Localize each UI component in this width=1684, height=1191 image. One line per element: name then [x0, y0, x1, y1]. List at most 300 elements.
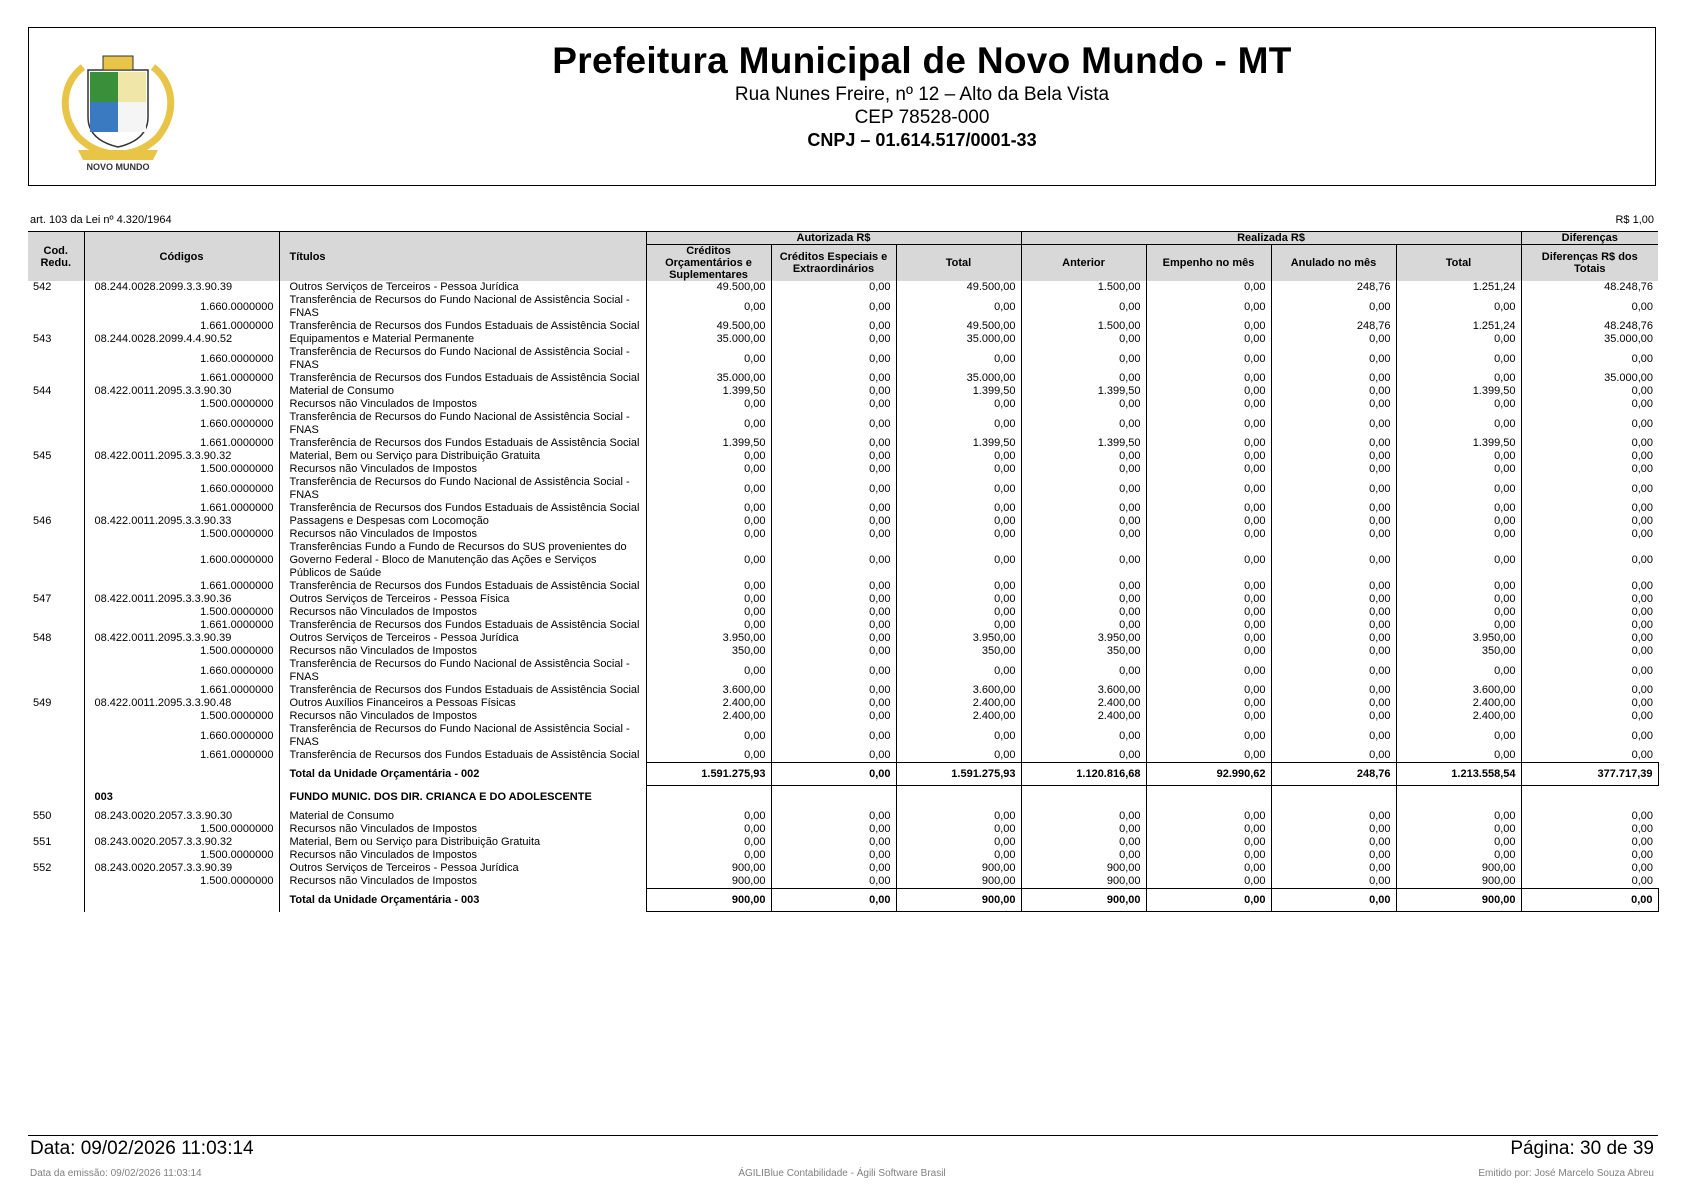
- value-cell: [1021, 786, 1146, 811]
- value-cell: 92.990,62: [1146, 763, 1271, 786]
- value-cell: 0,00: [771, 580, 896, 593]
- col-cod-redu: Cod. Redu.: [28, 232, 84, 282]
- cep: CEP 78528-000: [854, 107, 990, 128]
- col-total-realizada: Total: [1396, 245, 1521, 282]
- value-cell: 0,00: [1146, 619, 1271, 632]
- value-cell: 0,00: [646, 346, 771, 372]
- value-cell: 0,00: [1631, 645, 1654, 657]
- value-cell: 0,00: [1271, 593, 1396, 606]
- footer-date: Data: 09/02/2026 11:03:14: [30, 1138, 254, 1159]
- value-cell: 0,00: [1271, 810, 1396, 823]
- value-cell: 0,00: [1146, 889, 1271, 912]
- title-cell: Recursos não Vinculados de Impostos: [279, 606, 646, 619]
- value-cell: 0,00: [1146, 281, 1271, 294]
- code-cell: 08.244.0028.2099.3.3.90.39: [84, 281, 279, 294]
- cod-redu-cell: [28, 875, 84, 889]
- value-cell: 0,00: [646, 823, 771, 836]
- value-cell: 0,00: [1631, 580, 1654, 592]
- value-cell: 0,00: [1146, 528, 1271, 541]
- value-cell: 0,00: [1146, 697, 1271, 710]
- value-cell: 0,00: [1021, 463, 1146, 476]
- value-cell: 0,00: [1146, 593, 1271, 606]
- code-cell: 1.660.0000000: [84, 411, 279, 437]
- cod-redu-cell: [28, 398, 84, 411]
- value-cell: 0,00: [771, 398, 896, 411]
- table-row: [28, 294, 1658, 320]
- value-cell: 3.600,00: [1021, 684, 1146, 697]
- table-row: [28, 437, 1658, 450]
- code-cell: 1.661.0000000: [84, 502, 279, 515]
- code-cell: 1.660.0000000: [84, 346, 279, 372]
- code-cell: 08.422.0011.2095.3.3.90.48: [84, 697, 279, 710]
- title-cell: Transferência de Recursos do Fundo Nacional de Assistência Social - FNAS: [279, 723, 646, 749]
- cod-redu-cell: [28, 849, 84, 862]
- code-cell: 1.660.0000000: [84, 476, 279, 502]
- value-cell: 48.248,76: [1604, 281, 1654, 293]
- cnpj: CNPJ – 01.614.517/0001-33: [807, 130, 1037, 150]
- value-cell: 0,00: [1271, 333, 1396, 346]
- value-cell: 35.000,00: [1604, 372, 1654, 384]
- value-cell: 0,00: [1631, 875, 1654, 887]
- value-cell: 0,00: [1146, 632, 1271, 645]
- value-cell: 0,00: [1631, 593, 1654, 605]
- code-cell: 1.500.0000000: [84, 823, 279, 836]
- cod-redu-cell: [28, 580, 84, 593]
- value-cell: 0,00: [771, 346, 896, 372]
- code-cell: 1.661.0000000: [84, 372, 279, 385]
- value-cell: 0,00: [771, 320, 896, 333]
- value-cell: 0,00: [1396, 450, 1521, 463]
- value-cell: 0,00: [1146, 580, 1271, 593]
- code-cell: [84, 763, 279, 786]
- value-cell: 0,00: [1631, 849, 1654, 861]
- budget-execution-table: [28, 231, 1659, 912]
- value-cell: 0,00: [1146, 385, 1271, 398]
- value-cell: 0,00: [896, 593, 1021, 606]
- value-cell: 0,00: [1271, 450, 1396, 463]
- code-cell: 1.661.0000000: [84, 749, 279, 763]
- title-cell: Equipamentos e Material Permanente: [279, 333, 646, 346]
- value-cell: 0,00: [1271, 437, 1396, 450]
- value-cell: 0,00: [1146, 320, 1271, 333]
- value-cell: 0,00: [1631, 606, 1654, 618]
- value-cell: 0,00: [771, 875, 896, 889]
- value-cell: 900,00: [896, 862, 1021, 875]
- value-cell: 0,00: [1021, 372, 1146, 385]
- value-cell: 0,00: [1271, 398, 1396, 411]
- value-cell: 1.399,50: [1021, 385, 1146, 398]
- value-cell: 0,00: [1396, 372, 1521, 385]
- table-row: [28, 849, 1658, 862]
- report-header: [28, 27, 1656, 186]
- value-cell: 1.213.558,54: [1396, 763, 1521, 786]
- value-cell: 1.399,50: [646, 385, 771, 398]
- footer-software: ÁGILIBlue Contabilidade - Ágili Software Brasil: [738, 1168, 946, 1179]
- value-cell: 1.591.275,93: [646, 763, 771, 786]
- value-cell: 0,00: [896, 528, 1021, 541]
- value-cell: 0,00: [1396, 810, 1521, 823]
- value-cell: 3.950,00: [646, 632, 771, 645]
- value-cell: 0,00: [1396, 476, 1521, 502]
- table-row: [28, 836, 1658, 849]
- value-cell: 0,00: [1146, 606, 1271, 619]
- value-cell: 0,00: [1396, 346, 1521, 372]
- page-title: Prefeitura Municipal de Novo Mundo - MT: [552, 40, 1292, 81]
- code-cell: 1.660.0000000: [84, 658, 279, 684]
- value-cell: 0,00: [1631, 437, 1654, 449]
- total-row: [28, 763, 1658, 786]
- value-cell: 0,00: [1146, 437, 1271, 450]
- value-cell: 0,00: [771, 333, 896, 346]
- value-cell: 0,00: [1271, 889, 1396, 912]
- title-cell: FUNDO MUNIC. DOS DIR. CRIANCA E DO ADOLESCENTE: [279, 786, 646, 811]
- title-cell: Total da Unidade Orçamentária - 002: [279, 763, 646, 786]
- value-cell: 0,00: [646, 541, 771, 580]
- value-cell: 1.251,24: [1396, 281, 1521, 294]
- table-row: [28, 411, 1658, 437]
- value-cell: 0,00: [1146, 398, 1271, 411]
- value-cell: 0,00: [1396, 619, 1521, 632]
- value-cell: 0,00: [1021, 619, 1146, 632]
- cod-redu-cell: [28, 528, 84, 541]
- value-cell: 377.717,39: [1521, 763, 1658, 786]
- value-cell: 0,00: [896, 606, 1021, 619]
- value-cell: 1.399,50: [1396, 385, 1521, 398]
- table-row: [28, 385, 1658, 398]
- value-cell: 0,00: [1631, 862, 1654, 874]
- value-cell: 0,00: [646, 580, 771, 593]
- law-reference: art. 103 da Lei nº 4.320/1964: [30, 214, 172, 226]
- col-total-autorizada: Total: [896, 245, 1021, 282]
- value-cell: 0,00: [1271, 502, 1396, 515]
- table-row: [28, 632, 1658, 645]
- value-cell: 0,00: [1146, 294, 1271, 320]
- unit-row: [28, 786, 1658, 811]
- value-cell: 3.950,00: [896, 632, 1021, 645]
- code-cell: 1.500.0000000: [84, 463, 279, 476]
- value-cell: 0,00: [646, 476, 771, 502]
- value-cell: 0,00: [1146, 450, 1271, 463]
- code-cell: 003: [84, 786, 279, 811]
- code-cell: 08.422.0011.2095.3.3.90.32: [84, 450, 279, 463]
- value-cell: 900,00: [896, 889, 1021, 912]
- value-cell: 0,00: [1631, 502, 1654, 514]
- value-cell: 0,00: [896, 810, 1021, 823]
- cod-redu-cell: [28, 476, 84, 502]
- code-cell: [84, 889, 279, 912]
- cod-redu-cell: [28, 645, 84, 658]
- municipal-coat-of-arms-logo: [43, 42, 193, 172]
- footer-divider: [28, 1135, 1658, 1136]
- cod-redu-cell: 548: [28, 632, 84, 645]
- value-cell: 0,00: [646, 658, 771, 684]
- value-cell: 0,00: [1271, 346, 1396, 372]
- value-cell: 0,00: [1271, 476, 1396, 502]
- value-cell: 1.120.816,68: [1021, 763, 1146, 786]
- cod-redu-cell: 543: [28, 333, 84, 346]
- value-cell: 1.399,50: [1396, 437, 1521, 450]
- code-cell: 1.500.0000000: [84, 875, 279, 889]
- value-cell: 0,00: [771, 836, 896, 849]
- value-cell: 0,00: [771, 645, 896, 658]
- value-cell: 1.399,50: [646, 437, 771, 450]
- code-cell: 08.243.0020.2057.3.3.90.39: [84, 862, 279, 875]
- table-row: [28, 697, 1658, 710]
- footer-page-number: Página: 30 de 39: [1510, 1138, 1654, 1159]
- table-row: [28, 875, 1658, 889]
- value-cell: 0,00: [1396, 502, 1521, 515]
- value-cell: 0,00: [1021, 658, 1146, 684]
- value-cell: 0,00: [771, 823, 896, 836]
- value-cell: 0,00: [1396, 658, 1521, 684]
- value-cell: 0,00: [1271, 749, 1396, 763]
- value-cell: 0,00: [1146, 645, 1271, 658]
- value-cell: 0,00: [1021, 515, 1146, 528]
- value-cell: 1.500,00: [1021, 281, 1146, 294]
- value-cell: 0,00: [1396, 606, 1521, 619]
- value-cell: 0,00: [646, 463, 771, 476]
- value-cell: 49.500,00: [646, 320, 771, 333]
- value-cell: 0,00: [1631, 619, 1654, 631]
- value-cell: 0,00: [771, 528, 896, 541]
- code-cell: 08.422.0011.2095.3.3.90.33: [84, 515, 279, 528]
- cod-redu-cell: [28, 889, 84, 912]
- value-cell: 0,00: [1271, 385, 1396, 398]
- value-cell: 0,00: [1271, 645, 1396, 658]
- cod-redu-cell: 550: [28, 810, 84, 823]
- value-cell: 0,00: [771, 889, 896, 912]
- code-cell: 1.500.0000000: [84, 645, 279, 658]
- col-anterior: Anterior: [1021, 245, 1146, 282]
- value-cell: 0,00: [1271, 411, 1396, 437]
- title-cell: Transferência de Recursos dos Fundos Estaduais de Assistência Social: [279, 580, 646, 593]
- value-cell: 49.500,00: [646, 281, 771, 294]
- table-row: [28, 684, 1658, 697]
- value-cell: 0,00: [646, 398, 771, 411]
- value-cell: 900,00: [1396, 889, 1521, 912]
- value-cell: 2.400,00: [1021, 697, 1146, 710]
- value-cell: 0,00: [646, 749, 771, 763]
- value-cell: 248,76: [1271, 281, 1396, 294]
- value-cell: 900,00: [1396, 875, 1521, 889]
- footer-issued-by: Emitido por: José Marcelo Souza Abreu: [1478, 1168, 1654, 1179]
- title-cell: Recursos não Vinculados de Impostos: [279, 875, 646, 889]
- table-row: [28, 810, 1658, 823]
- value-cell: 0,00: [771, 810, 896, 823]
- value-cell: 0,00: [1271, 875, 1396, 889]
- title-cell: Material de Consumo: [279, 385, 646, 398]
- title-cell: Transferência de Recursos do Fundo Nacional de Assistência Social - FNAS: [279, 411, 646, 437]
- title-cell: Transferência de Recursos dos Fundos Estaduais de Assistência Social: [279, 749, 646, 763]
- value-cell: 0,00: [1631, 710, 1654, 722]
- value-cell: 0,00: [1631, 729, 1654, 742]
- value-cell: 0,00: [1396, 515, 1521, 528]
- value-cell: 0,00: [771, 749, 896, 763]
- title-cell: Transferência de Recursos dos Fundos Estaduais de Assistência Social: [279, 320, 646, 333]
- value-cell: 0,00: [1146, 723, 1271, 749]
- code-cell: 1.661.0000000: [84, 580, 279, 593]
- value-cell: 0,00: [771, 541, 896, 580]
- address: Rua Nunes Freire, nº 12 – Alto da Bela Vista: [734, 84, 1110, 105]
- value-cell: [1396, 786, 1521, 811]
- cod-redu-cell: [28, 346, 84, 372]
- value-cell: 248,76: [1271, 320, 1396, 333]
- code-cell: 1.500.0000000: [84, 528, 279, 541]
- value-cell: 0,00: [1021, 450, 1146, 463]
- value-cell: 0,00: [1631, 684, 1654, 696]
- code-cell: 1.500.0000000: [84, 849, 279, 862]
- value-cell: 0,00: [1021, 398, 1146, 411]
- value-cell: 0,00: [771, 763, 896, 786]
- value-cell: 0,00: [771, 281, 896, 294]
- value-cell: 0,00: [646, 606, 771, 619]
- title-cell: Outros Serviços de Terceiros - Pessoa Jurídica: [279, 862, 646, 875]
- code-cell: 08.243.0020.2057.3.3.90.30: [84, 810, 279, 823]
- value-cell: 0,00: [1021, 810, 1146, 823]
- value-cell: 0,00: [771, 437, 896, 450]
- value-cell: [771, 786, 896, 811]
- value-cell: 0,00: [1396, 823, 1521, 836]
- table-row: [28, 528, 1658, 541]
- value-cell: 0,00: [1631, 352, 1654, 365]
- value-cell: 0,00: [1396, 849, 1521, 862]
- value-cell: 3.600,00: [646, 684, 771, 697]
- table-row: [28, 515, 1658, 528]
- title-cell: Transferência de Recursos dos Fundos Estaduais de Assistência Social: [279, 619, 646, 632]
- cod-redu-cell: [28, 320, 84, 333]
- value-cell: 0,00: [646, 849, 771, 862]
- value-cell: 0,00: [771, 619, 896, 632]
- title-cell: Total da Unidade Orçamentária - 003: [279, 889, 646, 912]
- code-cell: 1.661.0000000: [84, 437, 279, 450]
- table-row: [28, 372, 1658, 385]
- value-cell: 0,00: [896, 619, 1021, 632]
- value-cell: 0,00: [1271, 823, 1396, 836]
- title-cell: Transferência de Recursos do Fundo Nacional de Assistência Social - FNAS: [279, 294, 646, 320]
- value-cell: 0,00: [1271, 836, 1396, 849]
- value-cell: 0,00: [1396, 836, 1521, 849]
- value-cell: 0,00: [1271, 658, 1396, 684]
- value-cell: 0,00: [1271, 541, 1396, 580]
- cod-redu-cell: [28, 710, 84, 723]
- col-anulado-mes: Anulado no mês: [1271, 245, 1396, 282]
- value-cell: 1.591.275,93: [896, 763, 1021, 786]
- value-cell: 0,00: [646, 619, 771, 632]
- value-cell: 0,00: [1146, 684, 1271, 697]
- value-cell: 0,00: [1021, 836, 1146, 849]
- value-cell: 2.400,00: [896, 710, 1021, 723]
- cod-redu-cell: [28, 823, 84, 836]
- value-cell: 900,00: [896, 875, 1021, 889]
- cod-redu-cell: 544: [28, 385, 84, 398]
- col-creditos-especiais: Créditos Especiais e Extraordinários: [771, 245, 896, 282]
- table-row: [28, 502, 1658, 515]
- value-cell: 0,00: [896, 476, 1021, 502]
- value-cell: 900,00: [1396, 862, 1521, 875]
- table-body: [28, 281, 1658, 912]
- value-cell: 0,00: [1021, 333, 1146, 346]
- code-cell: 1.660.0000000: [84, 723, 279, 749]
- value-cell: 0,00: [1146, 541, 1271, 580]
- value-cell: 0,00: [1271, 606, 1396, 619]
- value-cell: 0,00: [1146, 810, 1271, 823]
- value-cell: 900,00: [1021, 862, 1146, 875]
- value-cell: 0,00: [771, 684, 896, 697]
- value-cell: 0,00: [1271, 723, 1396, 749]
- value-cell: 0,00: [646, 723, 771, 749]
- value-cell: 0,00: [1021, 580, 1146, 593]
- cod-redu-cell: [28, 684, 84, 697]
- cod-redu-cell: [28, 372, 84, 385]
- value-cell: 3.950,00: [1396, 632, 1521, 645]
- value-cell: 0,00: [896, 502, 1021, 515]
- value-cell: 350,00: [646, 645, 771, 658]
- cod-redu-cell: 547: [28, 593, 84, 606]
- value-cell: 0,00: [1021, 749, 1146, 763]
- title-cell: Transferência de Recursos do Fundo Nacional de Assistência Social - FNAS: [279, 476, 646, 502]
- value-cell: 35.000,00: [646, 372, 771, 385]
- value-cell: 0,00: [896, 580, 1021, 593]
- value-cell: 0,00: [771, 710, 896, 723]
- title-cell: Material, Bem ou Serviço para Distribuição Gratuita: [279, 836, 646, 849]
- value-cell: 0,00: [1021, 849, 1146, 862]
- title-cell: Transferência de Recursos dos Fundos Estaduais de Assistência Social: [279, 372, 646, 385]
- value-cell: 0,00: [896, 294, 1021, 320]
- cod-redu-cell: [28, 658, 84, 684]
- value-cell: 0,00: [1271, 580, 1396, 593]
- value-cell: 0,00: [1146, 749, 1271, 763]
- value-cell: 1.500,00: [1021, 320, 1146, 333]
- value-cell: 35.000,00: [896, 333, 1021, 346]
- total-row: [28, 889, 1658, 912]
- value-cell: 350,00: [1396, 645, 1521, 658]
- value-cell: 248,76: [1271, 763, 1396, 786]
- value-cell: 0,00: [771, 372, 896, 385]
- value-cell: 0,00: [1271, 710, 1396, 723]
- value-cell: 0,00: [1271, 463, 1396, 476]
- value-cell: 0,00: [771, 463, 896, 476]
- value-cell: 0,00: [771, 723, 896, 749]
- value-cell: [1271, 786, 1396, 811]
- cod-redu-cell: 546: [28, 515, 84, 528]
- title-cell: Recursos não Vinculados de Impostos: [279, 823, 646, 836]
- value-cell: 0,00: [1271, 372, 1396, 385]
- value-cell: 0,00: [1631, 450, 1654, 462]
- title-cell: Transferência de Recursos do Fundo Nacional de Assistência Social - FNAS: [279, 658, 646, 684]
- table-row: [28, 862, 1658, 875]
- value-cell: 0,00: [771, 632, 896, 645]
- value-cell: 0,00: [1631, 385, 1654, 397]
- value-cell: 0,00: [1271, 684, 1396, 697]
- value-cell: 0,00: [1146, 346, 1271, 372]
- table-row: [28, 749, 1658, 763]
- value-cell: [896, 786, 1021, 811]
- cod-redu-cell: 542: [28, 281, 84, 294]
- title-cell: Transferências Fundo a Fundo de Recursos do SUS provenientes do Governo Federal - Bloco de Manutenção das Ações e Serviços Públicos de Saúde: [279, 541, 646, 580]
- value-cell: 2.400,00: [646, 710, 771, 723]
- value-cell: 0,00: [1146, 411, 1271, 437]
- value-cell: 35.000,00: [896, 372, 1021, 385]
- table-row: [28, 823, 1658, 836]
- code-cell: 1.661.0000000: [84, 320, 279, 333]
- value-cell: 0,00: [771, 294, 896, 320]
- table-row: [28, 320, 1658, 333]
- value-cell: 1.399,50: [896, 437, 1021, 450]
- value-cell: 0,00: [1396, 580, 1521, 593]
- value-cell: 3.950,00: [1021, 632, 1146, 645]
- col-creditos-orcamentarios: Créditos Orçamentários e Suplementares: [646, 245, 771, 282]
- code-cell: 1.500.0000000: [84, 710, 279, 723]
